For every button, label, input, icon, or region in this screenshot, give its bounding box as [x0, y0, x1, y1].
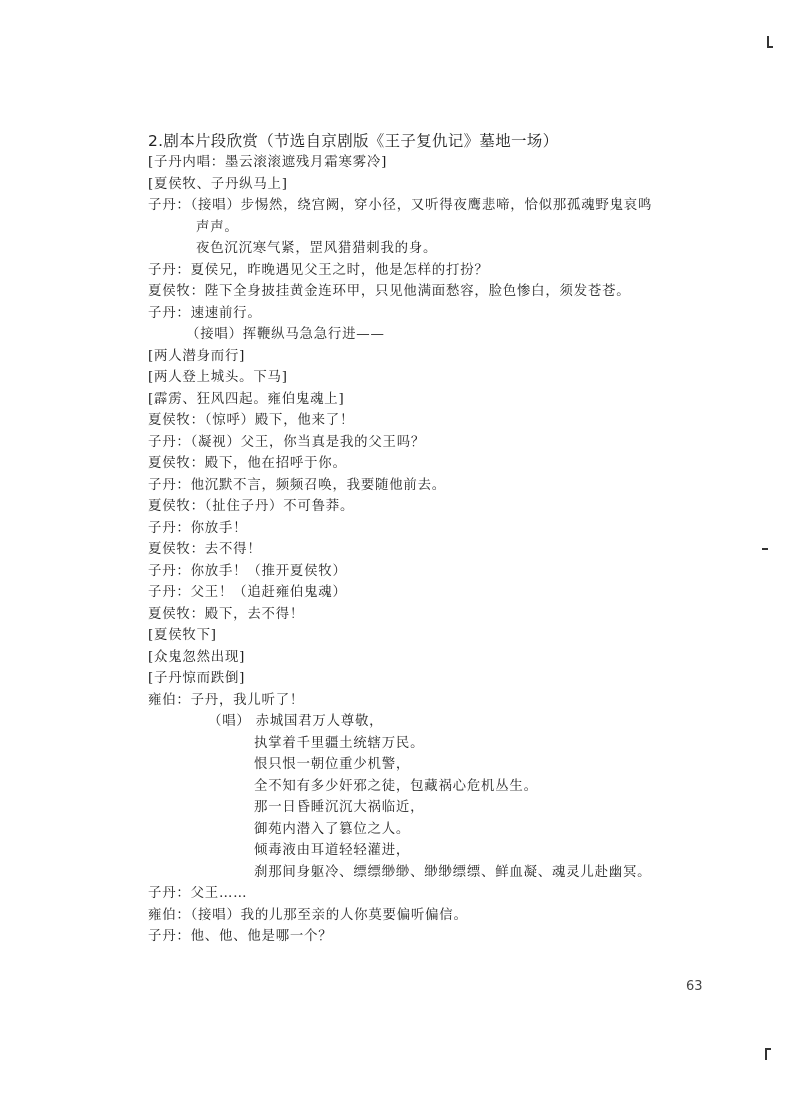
- crop-mark-bottom-right-h: [765, 1048, 771, 1050]
- song-line: 那一日昏睡沉沉大祸临近，: [254, 800, 425, 815]
- song-line: （唱） 赤城国君万人尊敬，: [208, 714, 384, 729]
- stage-direction: [夏侯牧、子丹纵马上]: [148, 176, 288, 192]
- dialogue-line: 夏侯牧：殿下，他在招呼于你。: [148, 456, 347, 471]
- song-line: 刹那间身躯冷、缥缥缈缈、缈缈缥缥、鲜血凝、魂灵儿赴幽冥。: [254, 864, 652, 880]
- section-title: 2.剧本片段欣赏（节选自京剧版《王子复仇记》墓地一场）: [148, 132, 559, 150]
- page-number: 63: [686, 979, 703, 994]
- dialogue-continuation: 夜色沉沉寒气紧，罡风猎猎刺我的身。: [196, 241, 438, 256]
- song-line: 御苑内潜入了篡位之人。: [254, 821, 411, 837]
- stage-direction: [子丹惊而跌倒]: [148, 671, 246, 686]
- dialogue-line: 雍伯：子丹，我儿听了！: [148, 692, 305, 708]
- dialogue-line: 子丹：速速前行。: [148, 305, 262, 321]
- dialogue-continuation: 声声。: [196, 219, 239, 235]
- crop-mark-top-right-h: [767, 46, 773, 48]
- dialogue-line: 夏侯牧：（惊呼）殿下，他来了！: [148, 413, 355, 428]
- dialogue-line: 子丹：（接唱）步惕然，绕宫阙，穿小径，又听得夜鹰悲啼，恰似那孤魂野鬼哀鸣: [148, 198, 653, 213]
- dialogue-line: 夏侯牧：（扯住子丹）不可鲁莽。: [148, 499, 355, 514]
- stage-direction: [夏侯牧下]: [148, 628, 217, 643]
- stage-direction: [子丹内唱：墨云滚滚遮残月霜寒雾冷]: [148, 155, 388, 170]
- dialogue-line: 子丹：父王！（追赶雍伯鬼魂）: [148, 585, 347, 600]
- song-line: 全不知有多少奸邪之徒，包藏祸心危机丛生。: [254, 778, 538, 794]
- dialogue-line: 子丹：你放手！（推开夏侯牧）: [148, 563, 347, 579]
- stage-direction: [霹雳、狂风四起。雍伯鬼魂上]: [148, 391, 345, 407]
- stage-direction: [众鬼忽然出现]: [148, 649, 246, 665]
- stage-direction: [两人潜身而行]: [148, 348, 246, 364]
- dialogue-line: 子丹：他沉默不言，频频召唤，我要随他前去。: [148, 477, 447, 493]
- dialogue-line: 子丹：夏侯兄，昨晚遇见父王之时，他是怎样的打扮？: [148, 262, 489, 278]
- document-body: [148, 130, 708, 948]
- song-line: 执掌着千里疆土统辖万民。: [254, 735, 425, 751]
- dialogue-line: 夏侯牧：殿下，去不得！: [148, 606, 305, 622]
- dialogue-line: 子丹：（凝视）父王，你当真是我的父王吗？: [148, 434, 426, 450]
- dialogue-line: 子丹：他、他、他是哪一个？: [148, 929, 333, 944]
- crop-mark-right-middle: [762, 548, 768, 550]
- dialogue-line: 子丹：父王……: [148, 886, 248, 901]
- song-line: 恨只恨一朝位重少机警，: [254, 757, 411, 772]
- dialogue-line: 子丹：你放手！: [148, 520, 248, 536]
- dialogue-line: 夏侯牧：去不得！: [148, 542, 262, 557]
- dialogue-continuation: （接唱）挥鞭纵马急急行进——: [186, 327, 385, 342]
- dialogue-line: 雍伯：（接唱）我的儿那至亲的人你莫要偏听偏信。: [148, 907, 468, 923]
- dialogue-line: 夏侯牧：陛下全身披挂黄金连环甲，只见他满面愁容，脸色惨白，须发苍苍。: [148, 284, 631, 299]
- song-line: 倾毒液由耳道轻轻灌进，: [254, 843, 411, 858]
- stage-direction: [两人登上城头。下马]: [148, 370, 288, 385]
